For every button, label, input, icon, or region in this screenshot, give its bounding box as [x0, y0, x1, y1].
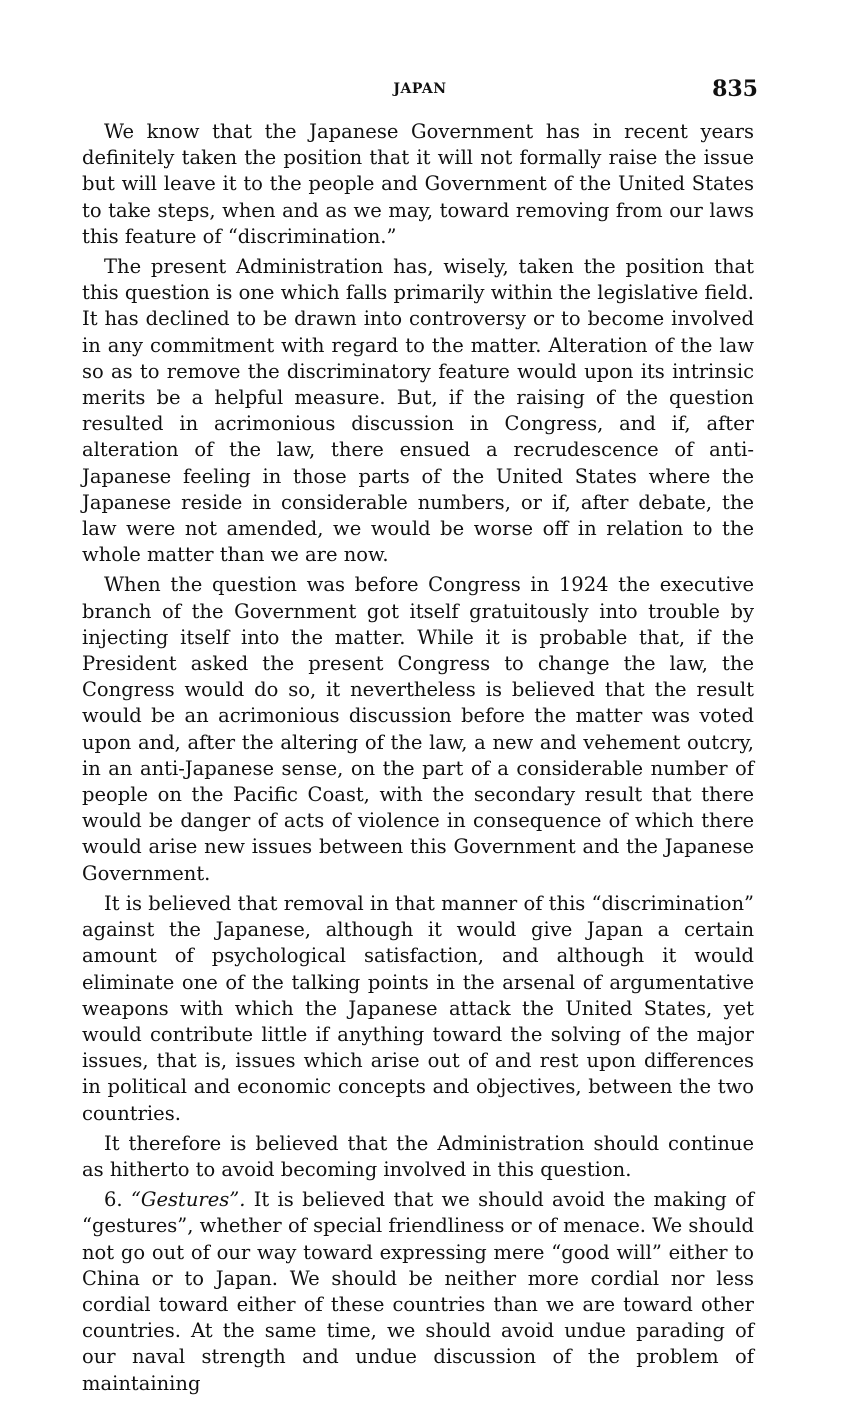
body-text — [82, 119, 754, 1401]
paragraph-removal-effects: It is believed that removal in that manner of this “discrimination” against the Japanese, although it would give Japan a certain amount of psychological satisfaction, and although it would eliminate one of the talking points in the arsenal of argumentative weapons with which the Japanese attack the United States, yet would contribute little if anything toward the solving of the major issues, that is, issues which arise out of and rest upon differences in political and economic concepts and objectives, between the two countries. — [82, 891, 754, 1125]
paragraph-administration-position: The present Administration has, wisely, taken the position that this question is one which falls primarily within the legislative field. It has declined to be drawn into controversy or to become involved in any commitment with regard to the matter. Alteration of the law so as to remove the discriminatory feature would upon its intrinsic merits be a helpful measure. But, if the raising of the question resulted in acrimonious discussion in Congress, and if, after alteration of the law, there ensued a recrudescence of anti-Japanese feeling in those parts of the United States where the Japanese reside in considerable numbers, or if, after debate, the law were not amended, we would be worse off in relation to the whole matter than we are now. — [82, 255, 754, 567]
section-number: 6. — [104, 1188, 123, 1212]
running-head — [82, 76, 758, 104]
paragraph-discrimination-position: We know that the Japanese Government has in recent years definitely taken the position that it will not formally raise the issue but will leave it to the people and Government of the United States to take steps, when and as we may, toward removing from our laws this feature of “discrimination.” — [82, 120, 754, 248]
paragraph-gestures — [82, 1187, 754, 1397]
paragraph-administration-should-continue: It therefore is believed that the Administration should continue as hitherto to avoid becoming involved in this question. — [82, 1131, 754, 1181]
running-title: JAPAN — [393, 81, 447, 97]
section-text: It is believed that we should avoid the making of “gestures”, whether of special friendliness or of menace. We should not go out of our way toward expressing mere “good will” either to China or to Japan. We should be neither more cordial nor less cordial toward either of these countries than we are toward other countries. At the same time, we should avoid undue parading of our naval strength and undue discussion of the problem of maintaining — [82, 1188, 755, 1395]
paragraph-congress-1924: When the question was before Congress in 1924 the executive branch of the Government got itself gratuitously into trouble by injecting itself into the matter. While it is probable that, if the President asked the present Congress to change the law, the Congress would do so, it nevertheless is believed that the result would be an acrimonious discussion before the matter was voted upon and, after the altering of the law, a new and vehement outcry, in an anti-Japanese sense, on the part of a considerable number of people on the Pacific Coast, with the secondary result that there would be danger of acts of violence in consequence of which there would arise new issues between this Government and the Japanese Government. — [82, 573, 754, 885]
page-number: 835 — [712, 76, 758, 102]
section-heading: “Gestures”. — [130, 1188, 246, 1212]
